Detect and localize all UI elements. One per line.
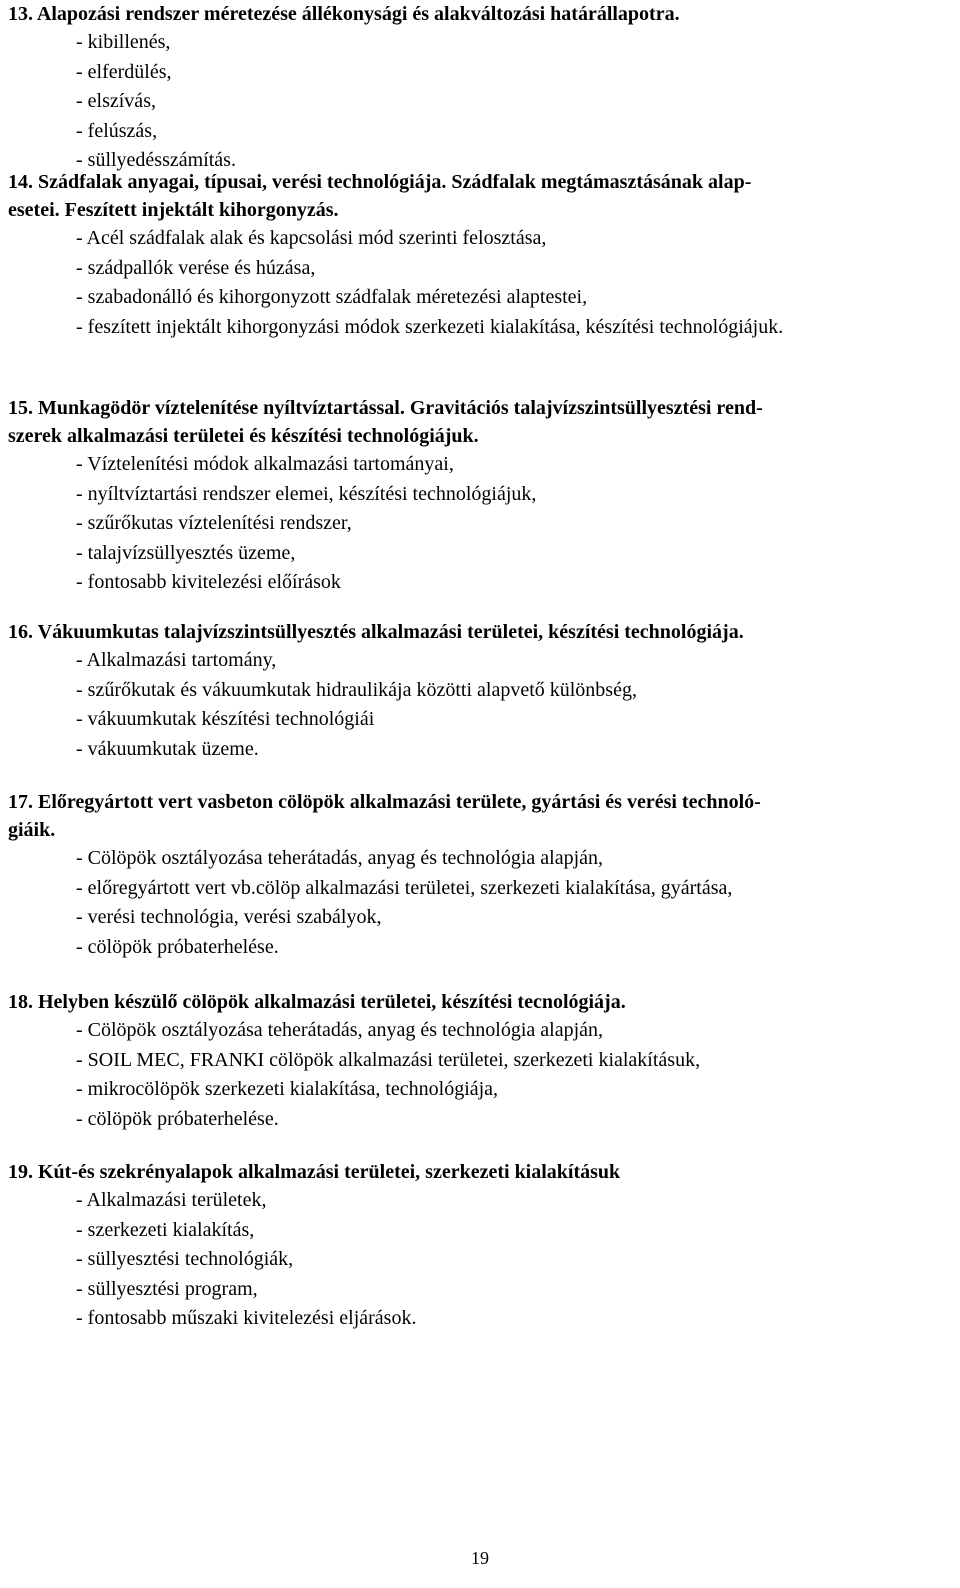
list-item: - fontosabb műszaki kivitelezési eljárások.	[76, 1307, 417, 1329]
heading-line: esetei. Feszített injektált kihorgonyzás.	[8, 199, 339, 221]
list-item: - Alkalmazási tartomány,	[76, 649, 277, 671]
list-item: - kibillenés,	[76, 31, 171, 53]
list-item: - előregyártott vert vb.cölöp alkalmazási területei, szerkezeti kialakítása, gyártása,	[76, 876, 733, 899]
section-19	[8, 1158, 938, 1334]
section-heading	[8, 788, 938, 844]
list-item: - szabadonálló és kihorgonyzott szádfalak méretezési alaptestei,	[76, 286, 588, 308]
heading-line: 15. Munkagödör víztelenítése nyíltvíztartással. Gravitációs talajvízszintsüllyesztési rend-	[8, 397, 763, 419]
item-list	[8, 844, 938, 962]
list-item: - vákuumkutak készítési technológiái	[76, 708, 375, 730]
section-heading	[8, 394, 938, 450]
item-list	[8, 1016, 938, 1134]
section-heading	[8, 618, 938, 646]
list-item: - Alkalmazási területek,	[76, 1189, 267, 1211]
list-item: - verési technológia, verési szabályok,	[76, 906, 382, 928]
list-item: - cölöpök próbaterhelése.	[76, 935, 279, 958]
list-item: - szűrőkutak és vákuumkutak hidraulikája közötti alapvető különbség,	[76, 678, 637, 701]
list-item: - elferdülés,	[76, 60, 172, 83]
list-item: - süllyedésszámítás.	[76, 149, 236, 171]
list-item: - SOIL MEC, FRANKI cölöpök alkalmazási területei, szerkezeti kialakításuk,	[76, 1048, 701, 1071]
list-item: - Víztelenítési módok alkalmazási tartományai,	[76, 453, 454, 475]
list-item: - süllyesztési program,	[76, 1277, 258, 1300]
item-list	[8, 224, 938, 342]
list-item: - vákuumkutak üzeme.	[76, 737, 259, 760]
heading-line: 18. Helyben készülő cölöpök alkalmazási területei, készítési tecnológiája.	[8, 991, 626, 1013]
heading-line: 14. Szádfalak anyagai, típusai, verési technológiája. Szádfalak megtámasztásának alap-	[8, 171, 752, 193]
item-list	[8, 646, 938, 764]
list-item: - feszített injektált kihorgonyzási módok szerkezeti kialakítása, készítési technológiájuk.	[76, 315, 784, 338]
section-heading	[8, 988, 938, 1016]
list-item: - felúszás,	[76, 119, 158, 142]
section-14	[8, 168, 938, 342]
section-17	[8, 788, 938, 962]
section-16	[8, 618, 938, 764]
heading-line: 16. Vákuumkutas talajvízszintsüllyesztés alkalmazási területei, készítési technológiája.	[8, 621, 744, 643]
list-item: - szádpallók verése és húzása,	[76, 256, 316, 279]
list-item: - cölöpök próbaterhelése.	[76, 1107, 279, 1130]
list-item: - Acél szádfalak alak és kapcsolási mód szerinti felosztása,	[76, 227, 547, 249]
list-item: - Cölöpök osztályozása teherátadás, anyag és technológia alapján,	[76, 847, 604, 869]
item-list	[8, 28, 938, 176]
list-item: - szerkezeti kialakítás,	[76, 1218, 255, 1241]
item-list	[8, 1186, 938, 1334]
section-heading	[8, 1158, 938, 1186]
section-13	[8, 0, 938, 176]
list-item: - szűrőkutas víztelenítési rendszer,	[76, 512, 352, 534]
section-15	[8, 394, 938, 598]
list-item: - talajvízsüllyesztés üzeme,	[76, 541, 296, 564]
list-item: - Cölöpök osztályozása teherátadás, anyag és technológia alapján,	[76, 1019, 604, 1041]
list-item: - fontosabb kivitelezési előírások	[76, 571, 341, 593]
section-18	[8, 988, 938, 1134]
heading-line: 13. Alapozási rendszer méretezése állékonysági és alakváltozási határállapotra.	[8, 3, 680, 25]
item-list	[8, 450, 938, 598]
list-item: - mikrocölöpök szerkezeti kialakítása, technológiája,	[76, 1078, 499, 1100]
heading-line: 19. Kút-és szekrényalapok alkalmazási területei, szerkezeti kialakításuk	[8, 1161, 621, 1183]
list-item: - nyíltvíztartási rendszer elemei, készítési technológiájuk,	[76, 482, 537, 505]
list-item: - elszívás,	[76, 90, 156, 112]
section-heading	[8, 168, 938, 224]
heading-line: 17. Előregyártott vert vasbeton cölöpök alkalmazási területe, gyártási és verési technoló-	[8, 791, 761, 813]
heading-line: giáik.	[8, 819, 56, 841]
list-item: - süllyesztési technológiák,	[76, 1248, 294, 1270]
heading-line: szerek alkalmazási területei és készítési technológiájuk.	[8, 425, 479, 447]
page-number: 19	[471, 1548, 489, 1568]
section-heading	[8, 0, 938, 28]
